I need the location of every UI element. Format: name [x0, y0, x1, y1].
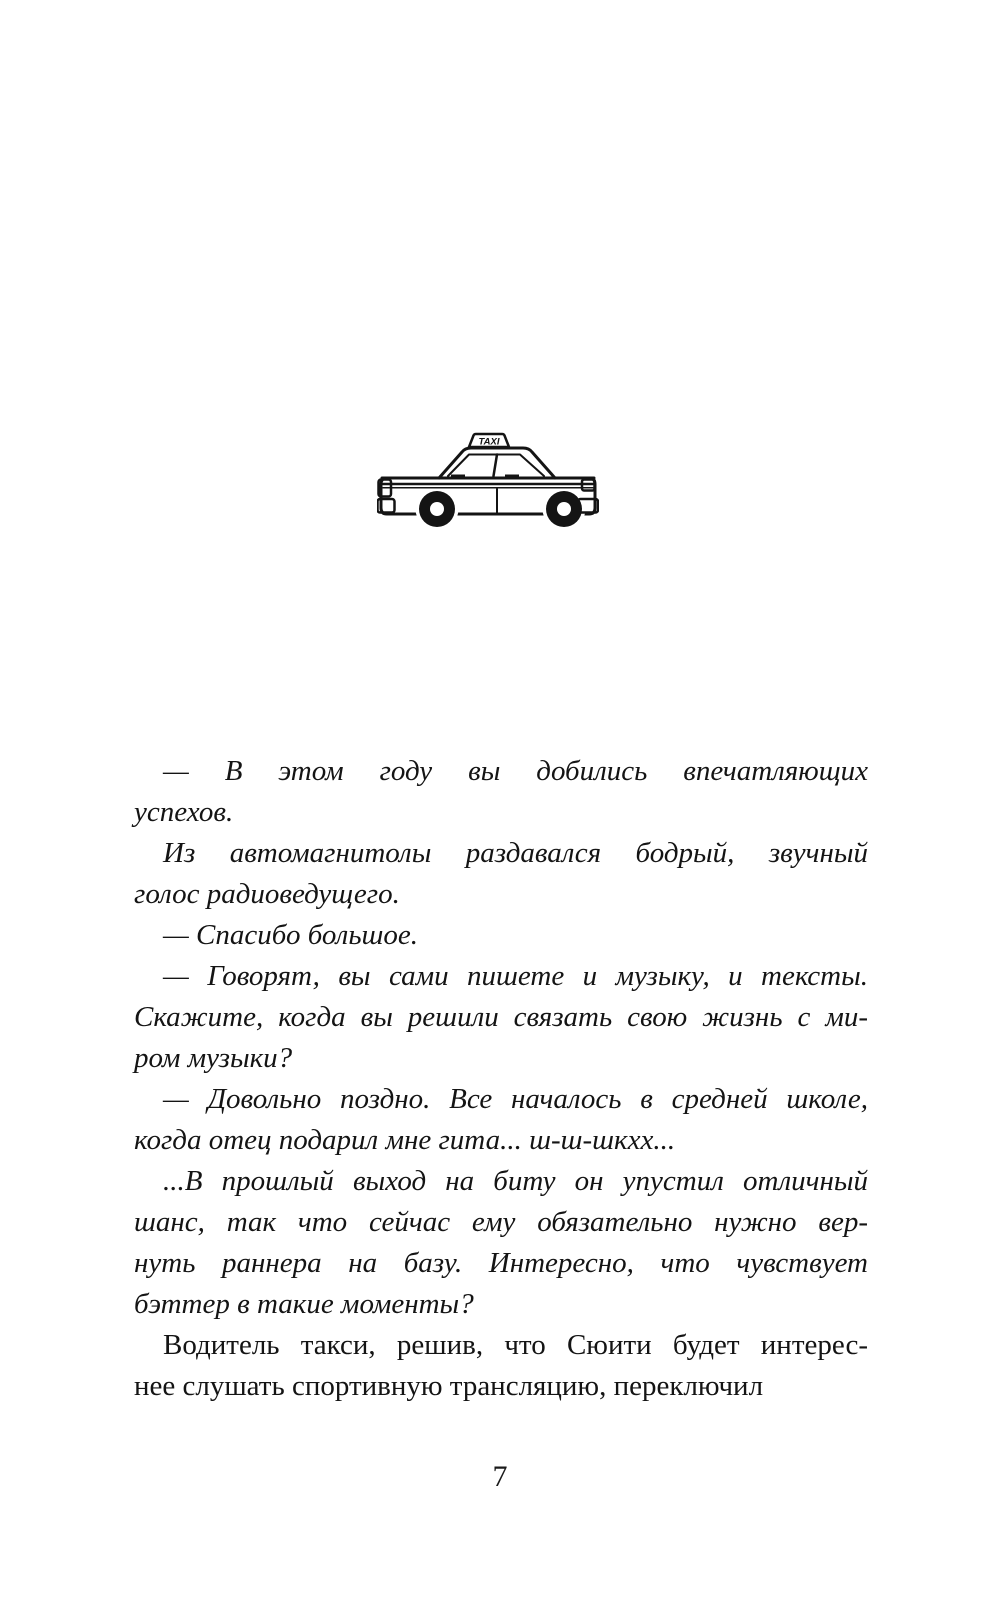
text-line: голос радиоведущего. [134, 878, 400, 910]
text-line: нее слушать спортивную трансляцию, переключил [134, 1370, 764, 1402]
page-text [134, 751, 868, 1407]
text-line: Из автомагнитолы раздавался бодрый, звучный [163, 837, 868, 869]
front-wheel-hub [430, 502, 444, 516]
taxi-b-pillar [494, 455, 498, 477]
text-line: Водитель такси, решив, что Сюити будет интерес- [163, 1329, 868, 1361]
page-number: 7 [492, 1460, 508, 1493]
text-line: бэттер в такие моменты? [134, 1288, 474, 1320]
text-line: нуть раннера на базу. Интересно, что чувствует [134, 1247, 868, 1279]
paragraph [134, 833, 868, 915]
text-line: — В этом году вы добились впечатляющих [163, 755, 868, 787]
text-line: — Спасибо большое. [163, 919, 419, 951]
taxi-illustration [377, 416, 599, 530]
paragraph [134, 915, 868, 956]
paragraph [134, 1325, 868, 1407]
text-line: успехов. [134, 796, 234, 828]
rear-wheel-hub [557, 502, 571, 516]
front-belt-trim [451, 475, 465, 480]
paragraph [134, 751, 868, 833]
text-line: — Довольно поздно. Все началось в средней школе, [163, 1083, 868, 1115]
rear-belt-trim [505, 475, 519, 480]
paragraph [134, 956, 868, 1079]
taxi-drawing [377, 416, 599, 530]
paragraph [134, 1161, 868, 1325]
text-line: шанс, так что сейчас ему обязательно нужно вер- [134, 1206, 868, 1238]
text-line: Скажите, когда вы решили связать свою жизнь с ми- [134, 1001, 868, 1033]
text-line: ром музыки? [134, 1042, 293, 1074]
taxi-cabin-outline [439, 448, 555, 478]
text-line: ...В прошлый выход на биту он упустил отличный [163, 1165, 868, 1197]
text-line: — Говорят, вы сами пишете и музыку, и тексты. [163, 960, 868, 992]
text-line: когда отец подарил мне гита... ш-ш-шкхх... [134, 1124, 676, 1156]
taxi-sign-label: TAXI [478, 436, 500, 448]
paragraph [134, 1079, 868, 1161]
